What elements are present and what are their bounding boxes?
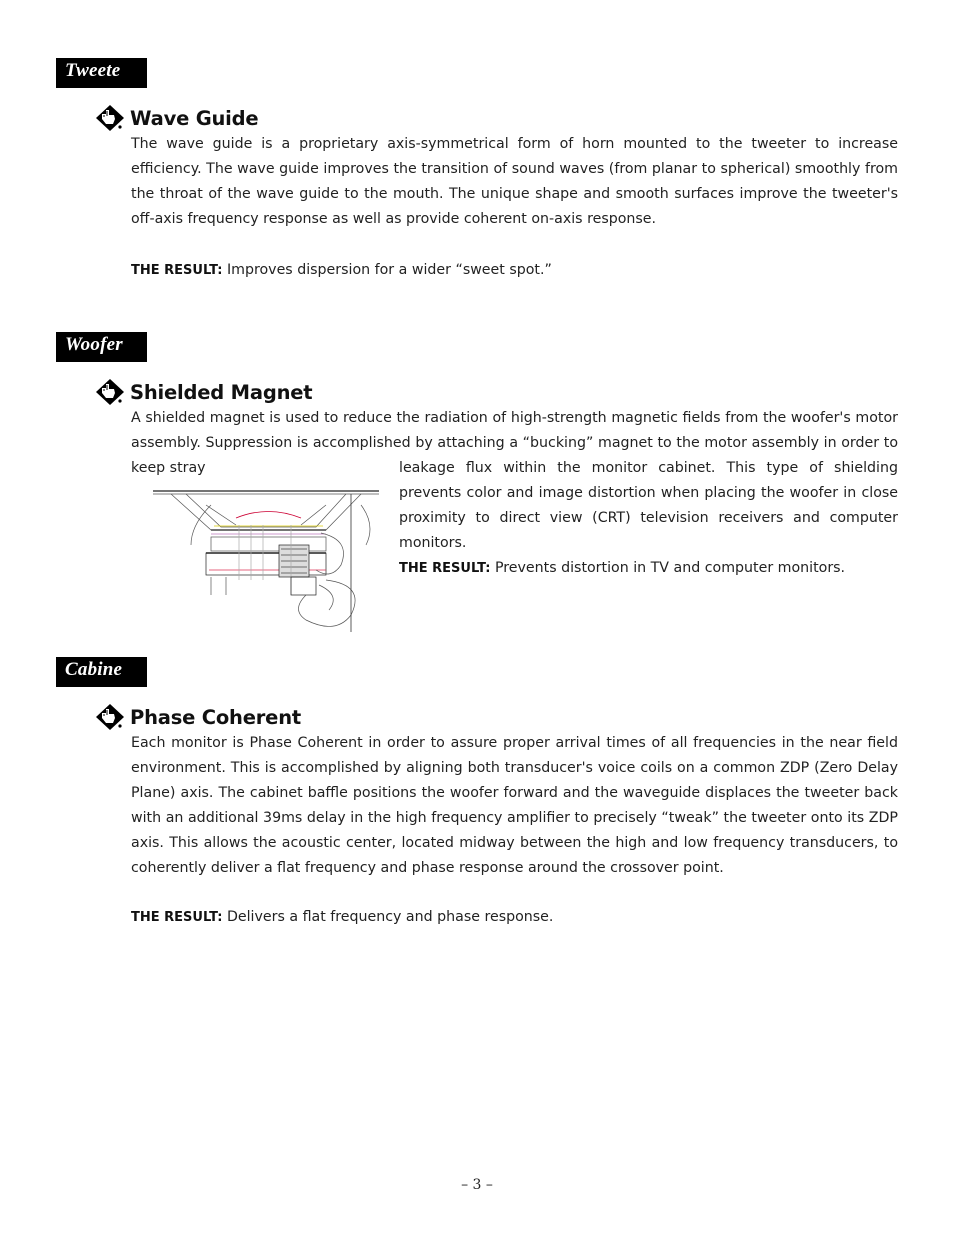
result-line (131, 258, 552, 283)
result-label: THE RESULT: (131, 910, 223, 925)
woofer-cross-section-diagram (151, 485, 381, 635)
result-text: Prevents distortion in TV and computer monitors. (490, 560, 846, 576)
result-text: Improves dispersion for a wider “sweet spot.” (222, 262, 552, 278)
heading-wave-guide (93, 103, 258, 133)
pointer-hand-icon (93, 702, 127, 732)
result-line (131, 905, 553, 930)
heading-phase-coherent (93, 702, 301, 732)
result-line (399, 556, 845, 581)
section-tab-tweeter: Tweete (56, 58, 147, 88)
section-tab-woofer: Woofer (56, 332, 147, 362)
section-body-top: A shielded magnet is used to reduce the radiation of high-strength magnetic fields from the woofer's motor assembly. Suppression is accomplished by attaching a “bucking” magnet to the motor assembly in order to keep stray (131, 410, 898, 476)
section-heading: Phase Coherent (130, 705, 302, 729)
section-heading: Shielded Magnet (130, 380, 313, 404)
result-text: Delivers a flat frequency and phase response. (222, 909, 554, 925)
section-body: The wave guide is a proprietary axis-symmetrical form of horn mounted to the tweeter to increase efficiency. The wave guide improves the transition of sound waves (from planar to spherical) smoothly from the throat of the wave guide to the mouth. The unique shape and smooth surfaces improve the tweeter's off-axis frequency response as well as provide coherent on-axis response. (131, 136, 898, 227)
pointer-hand-icon (93, 103, 127, 133)
result-label: THE RESULT: (131, 263, 223, 278)
section-heading: Wave Guide (130, 106, 259, 130)
pointer-hand-icon (93, 377, 127, 407)
result-label: THE RESULT: (399, 561, 491, 576)
section-body-side: leakage flux within the monitor cabinet. This type of shielding prevents color and image distortion when placing the woofer in close proximity to direct view (CRT) television receivers and computer monitors. (399, 460, 898, 551)
section-tab-cabinet: Cabine (56, 657, 147, 687)
page-number: – 3 – (461, 1177, 493, 1193)
section-body: Each monitor is Phase Coherent in order to assure proper arrival times of all frequencies in the near field environment. This is accomplished by aligning both transducer's voice coils on a common ZDP (Zero Delay Plane) axis. The cabinet baffle positions the woofer forward and the waveguide displaces the tweeter back with an additional 39ms delay in the high frequency amplifier to precisely “tweak” the tweeter onto its ZDP axis. This allows the acoustic center, located midway between the high and low frequency transducers, to coherently deliver a flat frequency and phase response around the crossover point. (131, 735, 898, 876)
heading-shielded-magnet (93, 377, 312, 407)
